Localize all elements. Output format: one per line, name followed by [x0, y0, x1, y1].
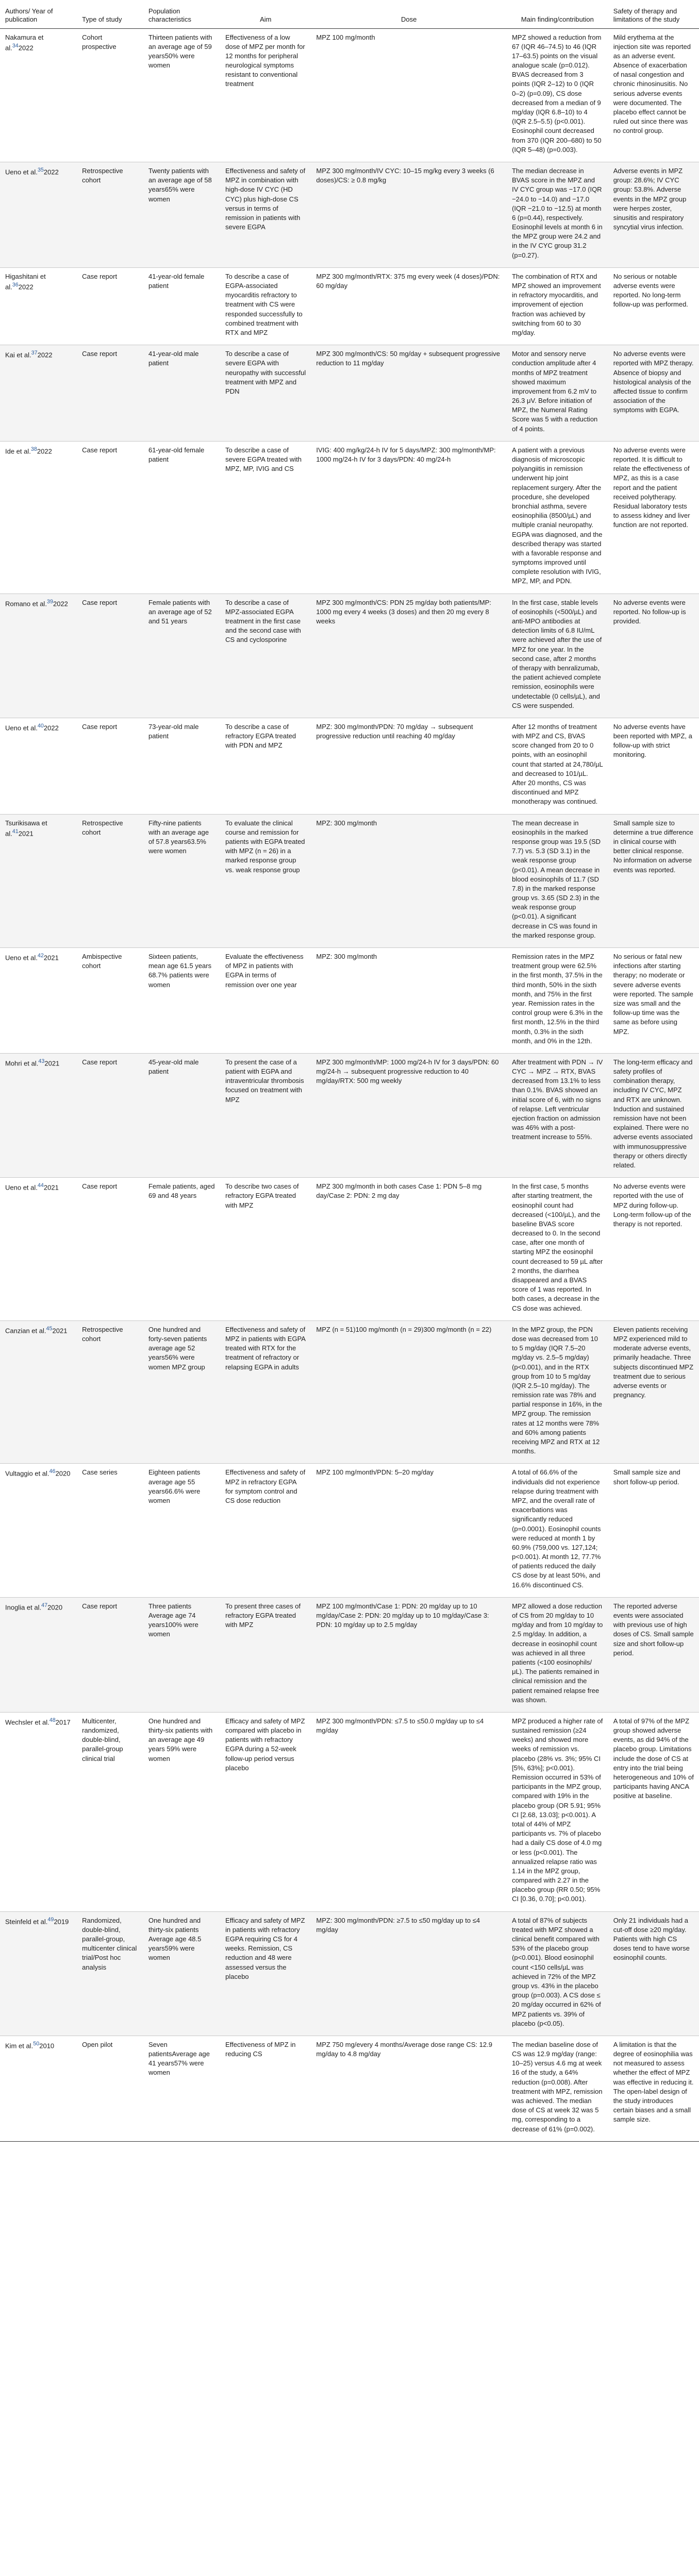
- cell-type: Case report: [77, 1053, 143, 1177]
- cell-finding: The mean decrease in eosinophils in the marked response group was 19.5 (SD 7.7) vs. 5.3 (SD 3.1) in the weak response group (p<0.01). A mean decrease in blood eosinophils of 11.7 (SD 7.8) in the marked response group vs. 3.65 (SD 2.3) in the weak response group (p<0.01). A significant decrease in CS was found in the marked response group.: [507, 814, 608, 947]
- cell-type: Case report: [77, 1178, 143, 1321]
- reference-link[interactable]: 50: [33, 2040, 40, 2047]
- author-name: Ueno et al.: [5, 954, 38, 962]
- table-row: [0, 1712, 699, 1911]
- cell-population: 73-year-old male patient: [143, 718, 220, 814]
- reference-link[interactable]: 48: [49, 1717, 56, 1723]
- cell-dose: IVIG: 400 mg/kg/24-h IV for 5 days/MPZ: 300 mg/month/MP: 1000 mg/24-h IV for 3 days/PDN: 40 mg/24-h: [311, 441, 507, 594]
- cell-aim: Efficacy and safety of MPZ compared with placebo in patients with refractory EGPA during a 52-week follow-up period versus placebo: [220, 1712, 311, 1911]
- table-row: [0, 594, 699, 718]
- cell-aim: To describe a case of MPZ-associated EGPA treatment in the first case and the second case with CS and cyclosporine: [220, 594, 311, 718]
- cell-dose: MPZ 750 mg/every 4 months/Average dose range CS: 12.9 mg/day to 4.8 mg/day: [311, 2036, 507, 2141]
- cell-aim: Efficacy and safety of MPZ in patients with refractory EGPA requiring CS for 4 weeks. Remission, CS reduction and 48 were assessed versus the placebo: [220, 1911, 311, 2036]
- reference-link[interactable]: 42: [37, 953, 44, 959]
- cell-aim: To present three cases of refractory EGPA treated with MPZ: [220, 1597, 311, 1712]
- table-row: [0, 1178, 699, 1321]
- cell-finding: MPZ showed a reduction from 67 (IQR 46–74.5) to 46 (IQR 17–63.5) points on the visual analogue scale (p=0.012). BVAS decreased from 3 points (IQR 2–12) to 0 (IQR 0–2) (p=0.09), CS dose decreased from a median of 9 mg/day (IQR 6.8–10) to 4 (IQR 2.5–5.5) (p<0.001). Eosinophil count decreased from 370 (IQR 200–680) to 50 (IQR 5–48) (p=0.003).: [507, 28, 608, 162]
- table-row: [0, 1911, 699, 2036]
- cell-author: [0, 718, 77, 814]
- publication-year: 2017: [55, 1718, 71, 1726]
- table-row: [0, 814, 699, 947]
- cell-dose: MPZ 300 mg/month/CS: PDN 25 mg/day both patients/MP: 1000 mg every 4 weeks (3 doses) and then 20 mg every 8 weeks: [311, 594, 507, 718]
- reference-link[interactable]: 45: [46, 1325, 53, 1332]
- cell-population: Female patients with an average age of 52 and 51 years: [143, 594, 220, 718]
- cell-safety: The long-term efficacy and safety profiles of combination therapy, including IV CYC, MPZ and RTX are unknown. Induction and sustained remission have not been explained. There were no adverse events associated with immunosuppressive therapy or others directly related.: [608, 1053, 699, 1177]
- cell-finding: The combination of RTX and MPZ showed an improvement in refractory myocarditis, and improvement of ejection fraction was achieved by switching from 60 to 30 mg/day.: [507, 267, 608, 345]
- table-row: [0, 162, 699, 267]
- author-name: Ueno et al.: [5, 168, 38, 176]
- cell-population: One hundred and thirty-six patients with an average age 49 years 59% were women: [143, 1712, 220, 1911]
- cell-population: One hundred and thirty-six patients Average age 48.5 years59% were women: [143, 1911, 220, 2036]
- header-finding: Main finding/contribution: [507, 4, 608, 28]
- cell-population: Eighteen patients average age 55 years66.6% were women: [143, 1464, 220, 1597]
- reference-link[interactable]: 44: [37, 1182, 44, 1189]
- publication-year: 2022: [37, 447, 52, 455]
- cell-population: Three patients Average age 74 years100% were women: [143, 1597, 220, 1712]
- cell-population: Sixteen patients, mean age 61.5 years 68.7% patients were women: [143, 948, 220, 1054]
- cell-safety: No serious or fatal new infections after starting therapy; no moderate or severe adverse events were reported. The sample size was small and the follow-up time was the same as before using MPZ.: [608, 948, 699, 1054]
- cell-aim: Evaluate the effectiveness of MPZ in patients with EGPA in terms of remission over one year: [220, 948, 311, 1054]
- cell-aim: To describe a case of EGPA-associated myocarditis refractory to treatment with CS were responded successfully to combined treatment with RTX and MPZ: [220, 267, 311, 345]
- cell-population: Female patients, aged 69 and 48 years: [143, 1178, 220, 1321]
- author-name: Kai et al.: [5, 351, 31, 359]
- publication-year: 2021: [44, 1059, 60, 1067]
- table-row: [0, 2036, 699, 2141]
- cell-safety: A total of 97% of the MPZ group showed adverse events, as did 94% of the placebo group. Limitations include the dose of CS at entry into the trial being heterogeneous and 10% of participants having ANCA positive at baseline.: [608, 1712, 699, 1911]
- cell-finding: MPZ produced a higher rate of sustained remission (≥24 weeks) and showed more weeks of remission vs. placebo (28% vs. 3%; 95% CI [5%, 63%]; p<0.001). Remission occurred in 53% of participants in the MPZ group, compared with 19% in the placebo group (OR 5.91; 95% CI [2.68, 13.03]; p<0.001). A total of 44% of MPZ participants vs. 7% of placebo had a daily CS dose of 4.0 mg or less (p<0.001). The annualized relapse ratio was 1.14 in the MPZ group, compared with 2.27 in the placebo group (RR 0.50; 95% CI [0.36, 0.70]; p<0.001).: [507, 1712, 608, 1911]
- cell-finding: A patient with a previous diagnosis of microscopic polyangiitis in remission underwent hip joint replacement surgery. After the procedure, she developed bronchial asthma, severe eosinophilia (8500/µL) and multiple cranial neuropathy. EGPA was diagnosed, and the described therapy was started with a favorable response and symptoms improved until complete resolution with IVIG, MPZ, MP, and PDN.: [507, 441, 608, 594]
- cell-population: Twenty patients with an average age of 58 years65% were women: [143, 162, 220, 267]
- publication-year: 2022: [43, 168, 59, 176]
- cell-type: Open pilot: [77, 2036, 143, 2141]
- cell-population: 61-year-old female patient: [143, 441, 220, 594]
- cell-aim: To describe a case of severe EGPA with neuropathy with successful treatment with MPZ and PDN: [220, 345, 311, 442]
- cell-aim: Effectiveness of MPZ in reducing CS: [220, 2036, 311, 2141]
- author-name: Vultaggio et al.: [5, 1469, 49, 1478]
- cell-author: [0, 1597, 77, 1712]
- cell-safety: Small sample size to determine a true difference in clinical course with better clinical response. No information on adverse events was reported.: [608, 814, 699, 947]
- cell-population: 41-year-old male patient: [143, 345, 220, 442]
- cell-finding: Remission rates in the MPZ treatment group were 62.5% in the first month, 37.5% in the third month, 50% in the sixth month, and 75% in the first year. Remission rates in the control group were 6.3% in the first month, 12.5% in the third month, 0.3% in the sixth month, and 0% in the 12th.: [507, 948, 608, 1054]
- cell-finding: After 12 months of treatment with MPZ and CS, BVAS score changed from 20 to 0 points, with an eosinophil count that started at 24,780/µL and decreased to 101/µL. After 20 months, CS was discontinued and MPZ monotherapy was continued.: [507, 718, 608, 814]
- header-aim: Aim: [220, 4, 311, 28]
- reference-link[interactable]: 43: [38, 1058, 45, 1064]
- cell-aim: Effectiveness and safety of MPZ in refractory EGPA for symptom control and CS dose reduction: [220, 1464, 311, 1597]
- cell-finding: A total of 66.6% of the individuals did not experience relapse during treatment with MPZ, and the overall rate of exacerbations was significantly reduced (p=0.0001). Eosinophil counts were reduced at month 1 by 60.9% (759,000 vs. 127,124; p<0.001). At month 12, 77.7% of patients reduced the daily CS dose by at least 50%, and 16.6% discontinued CS.: [507, 1464, 608, 1597]
- table-row: [0, 1320, 699, 1464]
- publication-year: 2022: [43, 724, 59, 732]
- table-row: [0, 1464, 699, 1597]
- author-name: Mohri et al.: [5, 1059, 39, 1067]
- cell-population: Thirteen patients with an average age of 59 years50% were women: [143, 28, 220, 162]
- cell-type: Case report: [77, 594, 143, 718]
- cell-population: 45-year-old male patient: [143, 1053, 220, 1177]
- author-name: Romano et al.: [5, 599, 47, 607]
- study-table: [0, 4, 699, 2142]
- header-population: Population characteristics: [143, 4, 220, 28]
- table-row: [0, 345, 699, 442]
- cell-dose: MPZ: 300 mg/month: [311, 814, 507, 947]
- cell-dose: MPZ 300 mg/month/CS: 50 mg/day + subsequent progressive reduction to 11 mg/day: [311, 345, 507, 442]
- cell-author: [0, 1911, 77, 2036]
- author-name: Kim et al.: [5, 2042, 34, 2050]
- cell-author: [0, 162, 77, 267]
- cell-safety: Small sample size and short follow-up period.: [608, 1464, 699, 1597]
- cell-finding: The median baseline dose of CS was 12.9 mg/day (range: 10–25) versus 4.6 mg at week 16 of the study, a 64% reduction (p=0.008). After treatment with MPZ, remission was achieved. The median dose of CS at week 32 was 5 mg, corresponding to a decrease of 61% (p=0.002).: [507, 2036, 608, 2141]
- cell-type: Case report: [77, 345, 143, 442]
- cell-dose: MPZ 300 mg/month/IV CYC: 10–15 mg/kg every 3 weeks (6 doses)/CS: ≥ 0.8 mg/kg: [311, 162, 507, 267]
- cell-finding: A total of 87% of subjects treated with MPZ showed a clinical benefit compared with 53% of the placebo group (p<0.001). Blood eosinophil count <150 cells/µL was achieved in 72% of the MPZ group vs. 43% in the placebo group (p=0.003). A CS dose ≤ 20 mg/day occurred in 62% of MPZ patients vs. 39% of placebo (p<0.05).: [507, 1911, 608, 2036]
- reference-link[interactable]: 34: [12, 42, 19, 49]
- header-row: [0, 4, 699, 28]
- cell-dose: MPZ: 300 mg/month/PDN: 70 mg/day → subsequent progressive reduction until reaching 40 mg/day: [311, 718, 507, 814]
- table-row: [0, 267, 699, 345]
- publication-year: 2022: [37, 351, 53, 359]
- cell-dose: MPZ 100 mg/month/PDN: 5–20 mg/day: [311, 1464, 507, 1597]
- cell-author: [0, 345, 77, 442]
- cell-type: Case report: [77, 441, 143, 594]
- cell-safety: No serious or notable adverse events were reported. No long-term follow-up was performed.: [608, 267, 699, 345]
- publication-year: 2020: [55, 1469, 71, 1478]
- reference-link[interactable]: 36: [12, 282, 19, 288]
- cell-aim: To present the case of a patient with EGPA and intraventricular thrombosis focused on treatment with MPZ: [220, 1053, 311, 1177]
- cell-type: Case report: [77, 267, 143, 345]
- cell-dose: MPZ 300 mg/month in both cases Case 1: PDN 5–8 mg day/Case 2: PDN: 2 mg day: [311, 1178, 507, 1321]
- table-body: [0, 28, 699, 2141]
- header-safety: Safety of therapy and limitations of the study: [608, 4, 699, 28]
- cell-author: [0, 594, 77, 718]
- cell-finding: After treatment with PDN → IV CYC → MPZ → RTX, BVAS decreased from 13.1% to less than 0.1%. BVAS showed an initial score of 6, with no signs of relapse. Left ventricular ejection fraction on admission was 46% with a post-treatment increase to 55%.: [507, 1053, 608, 1177]
- author-name: Steinfeld et al.: [5, 1917, 48, 1925]
- cell-type: Retrospective cohort: [77, 162, 143, 267]
- author-name: Canzian et al.: [5, 1327, 46, 1335]
- cell-population: One hundred and forty-seven patients average age 52 years56% were women MPZ group: [143, 1320, 220, 1464]
- author-name: Higashitani et al.: [5, 272, 46, 291]
- cell-aim: To describe a case of refractory EGPA treated with PDN and MPZ: [220, 718, 311, 814]
- cell-type: Randomized, double-blind, parallel-group, multicenter clinical trial/Post hoc analysis: [77, 1911, 143, 2036]
- reference-link[interactable]: 41: [12, 828, 19, 835]
- cell-author: [0, 948, 77, 1054]
- cell-author: [0, 28, 77, 162]
- cell-dose: MPZ: 300 mg/month/PDN: ≥7.5 to ≤50 mg/day up to ≤4 mg/day: [311, 1911, 507, 2036]
- cell-safety: No adverse events were reported with the use of MPZ during follow-up. Long-term follow-up of the therapy is not reported.: [608, 1178, 699, 1321]
- publication-year: 2022: [18, 283, 34, 291]
- cell-safety: Eleven patients receiving MPZ experienced mild to moderate adverse events, primarily headache. Three subjects discontinued MPZ treatment due to serious adverse events or pregnancy.: [608, 1320, 699, 1464]
- author-name: Nakamura et al.: [5, 33, 44, 52]
- cell-author: [0, 1178, 77, 1321]
- cell-aim: Effectiveness of a low dose of MPZ per month for 12 months for peripheral neurological symptoms resistant to conventional treatment: [220, 28, 311, 162]
- cell-population: 41-year-old female patient: [143, 267, 220, 345]
- cell-type: Retrospective cohort: [77, 1320, 143, 1464]
- publication-year: 2021: [52, 1327, 68, 1335]
- cell-dose: MPZ 100 mg/month/Case 1: PDN: 20 mg/day up to 10 mg/day/Case 2: PDN: 20 mg/day up to 10 mg/day/Case 3: PDN: 10 mg/day up to 2.5 mg/day: [311, 1597, 507, 1712]
- cell-aim: Effectiveness and safety of MPZ in patients with EGPA treated with RTX for the treatment of refractory or relapsing EGPA in adults: [220, 1320, 311, 1464]
- cell-author: [0, 1712, 77, 1911]
- cell-type: Retrospective cohort: [77, 814, 143, 947]
- cell-safety: Only 21 individuals had a cut-off dose ≥20 mg/day. Patients with high CS doses tend to have worse eosinophil counts.: [608, 1911, 699, 2036]
- cell-dose: MPZ 300 mg/month/MP: 1000 mg/24-h IV for 3 days/PDN: 60 mg/24-h → subsequent progressive reduction to 40 mg/day/RTX: 500 mg weekly: [311, 1053, 507, 1177]
- table-header: [0, 4, 699, 28]
- cell-safety: No adverse events were reported. It is difficult to relate the effectiveness of MPZ, as this is a case report and the patient received polytherapy. Residual laboratory tests to assess kidney and liver function are not reported.: [608, 441, 699, 594]
- publication-year: 2019: [54, 1917, 69, 1925]
- cell-aim: Effectiveness and safety of MPZ in combination with high-dose IV CYC (HD CYC) plus high-dose CS versus in terms of remission in patients with severe EGPA: [220, 162, 311, 267]
- cell-finding: In the MPZ group, the PDN dose was decreased from 10 to 5 mg/day (IQR 7.5–20 mg/day vs. 2.5–5 mg/day) (p<0.001), and in the RTX group from 10 to 5 mg/day (IQR 2.5–10 mg/day). The remission rate was 78% and partial response in 16%, in the MPZ group. The remission rates at 12 months were 78% and 60% among patients receiving MPZ and RTX at 12 months.: [507, 1320, 608, 1464]
- author-name: Inoglia et al.: [5, 1603, 42, 1612]
- cell-aim: To describe a case of severe EGPA treated with MPZ, MP, IVIG and CS: [220, 441, 311, 594]
- cell-type: Case series: [77, 1464, 143, 1597]
- cell-dose: MPZ 100 mg/month: [311, 28, 507, 162]
- cell-author: [0, 814, 77, 947]
- publication-year: 2022: [18, 44, 34, 52]
- author-name: Ueno et al.: [5, 1183, 38, 1192]
- cell-author: [0, 267, 77, 345]
- header-type: Type of study: [77, 4, 143, 28]
- cell-author: [0, 1464, 77, 1597]
- cell-author: [0, 441, 77, 594]
- publication-year: 2021: [18, 829, 34, 838]
- reference-link[interactable]: 40: [37, 722, 44, 729]
- cell-finding: The median decrease in BVAS score in the MPZ and IV CYC group was −17.0 (IQR −24.0 to −14.0) and −17.0 (IQR −21.0 to −12.5) at month 6 (p=0.44), respectively. Eosinophil levels at month 6 in the MPZ group were 24.2 and in the IV CYC group 31.2 (p=0.27).: [507, 162, 608, 267]
- publication-year: 2010: [39, 2042, 55, 2050]
- cell-population: Fifty-nine patients with an average age of 57.8 years63.5% were women: [143, 814, 220, 947]
- cell-dose: MPZ: 300 mg/month: [311, 948, 507, 1054]
- table-row: [0, 718, 699, 814]
- cell-safety: Mild erythema at the injection site was reported as an adverse event. Absence of exacerbation of nasal congestion and chronic rhinosinusitis. No serious adverse events were documented. The placebo effect cannot be ruled out since there was no control group.: [608, 28, 699, 162]
- cell-dose: MPZ 300 mg/month/PDN: ≤7.5 to ≤50.0 mg/day up to ≤4 mg/day: [311, 1712, 507, 1911]
- cell-type: Case report: [77, 1597, 143, 1712]
- cell-safety: The reported adverse events were associated with previous use of high doses of CS. Small sample size and short follow-up period.: [608, 1597, 699, 1712]
- header-authors: Authors/ Year of publication: [0, 4, 77, 28]
- publication-year: 2020: [47, 1603, 63, 1612]
- author-name: Wechsler et al.: [5, 1718, 49, 1726]
- cell-safety: No adverse events have been reported with MPZ, a follow-up with strict monitoring.: [608, 718, 699, 814]
- cell-safety: Adverse events in MPZ group: 28.6%; IV CYC group: 53.8%. Adverse events in the MPZ group were herpes zoster, sinusitis and respiratory syncytial virus infection.: [608, 162, 699, 267]
- cell-type: Cohort prospective: [77, 28, 143, 162]
- cell-author: [0, 1053, 77, 1177]
- reference-link[interactable]: 46: [49, 1468, 56, 1475]
- table-row: [0, 948, 699, 1054]
- cell-safety: A limitation is that the degree of eosinophilia was not measured to assess whether the effect of MPZ was effective in reducing it. The open-label design of the study introduces certain biases and a small sample size.: [608, 2036, 699, 2141]
- author-name: Ide et al.: [5, 447, 31, 455]
- table-row: [0, 1053, 699, 1177]
- table-row: [0, 441, 699, 594]
- cell-dose: MPZ 300 mg/month/RTX: 375 mg every week (4 doses)/PDN: 60 mg/day: [311, 267, 507, 345]
- cell-population: Seven patientsAverage age 41 years57% were women: [143, 2036, 220, 2141]
- table-row: [0, 1597, 699, 1712]
- reference-link[interactable]: 39: [46, 598, 53, 605]
- author-name: Tsurikisawa et al.: [5, 819, 47, 838]
- cell-type: Ambispective cohort: [77, 948, 143, 1054]
- cell-finding: In the first case, 5 months after starting treatment, the eosinophil count had decreased (<100/µL), and the baseline BVAS score decreased to 0. In the second case, after one month of starting MPZ the eosinophil count decreased to 59 µL after 2 months, the diarrhea disappeared and a BVAS score of 1 was reported. In both cases, a decrease in the CS dose was achieved.: [507, 1178, 608, 1321]
- reference-link[interactable]: 49: [47, 1916, 54, 1923]
- cell-safety: No adverse events were reported with MPZ therapy. Absence of biopsy and histological analysis of the affected tissue to confirm association of the symptoms with EGPA.: [608, 345, 699, 442]
- reference-link[interactable]: 47: [41, 1602, 48, 1608]
- cell-dose: MPZ (n = 51)100 mg/month (n = 29)300 mg/month (n = 22): [311, 1320, 507, 1464]
- publication-year: 2021: [43, 1183, 59, 1192]
- cell-finding: In the first case, stable levels of eosinophils (<500/µL) and anti-MPO antibodies at detection limits of 6.8 IU/mL were achieved after the use of MPZ for one year. In the second case, after 2 months of therapy with benralizumab, the patient achieved complete remission, eosinophils were undetectable (0 cells/µL), and CS were suspended.: [507, 594, 608, 718]
- cell-author: [0, 1320, 77, 1464]
- cell-finding: MPZ allowed a dose reduction of CS from 20 mg/day to 10 mg/day and from 10 mg/day to 2.5 mg/day. In addition, a decrease in eosinophil count was achieved in all three patients (<100 eosinophils/μL). The patients remained in clinical remission and the patient remained relapse free was shown.: [507, 1597, 608, 1712]
- cell-finding: Motor and sensory nerve conduction amplitude after 4 months of MPZ treatment showed maximum improvement from 6.2 mV to 26.3 μV. Before initiation of MPZ, the Numeral Rating Score was 5 with a reduction of 4 points.: [507, 345, 608, 442]
- cell-type: Multicenter, randomized, double-blind, parallel-group clinical trial: [77, 1712, 143, 1911]
- header-dose: Dose: [311, 4, 507, 28]
- cell-aim: To evaluate the clinical course and remission for patients with EGPA treated with MPZ (n = 26) in a marked response group vs. weak response group: [220, 814, 311, 947]
- cell-safety: No adverse events were reported. No follow-up is provided.: [608, 594, 699, 718]
- cell-type: Case report: [77, 718, 143, 814]
- publication-year: 2022: [53, 599, 68, 607]
- reference-link[interactable]: 35: [37, 166, 44, 173]
- table-row: [0, 28, 699, 162]
- cell-aim: To describe two cases of refractory EGPA treated with MPZ: [220, 1178, 311, 1321]
- reference-link[interactable]: 37: [31, 350, 38, 357]
- cell-author: [0, 2036, 77, 2141]
- reference-link[interactable]: 38: [30, 446, 37, 452]
- publication-year: 2021: [43, 954, 59, 962]
- author-name: Ueno et al.: [5, 724, 38, 732]
